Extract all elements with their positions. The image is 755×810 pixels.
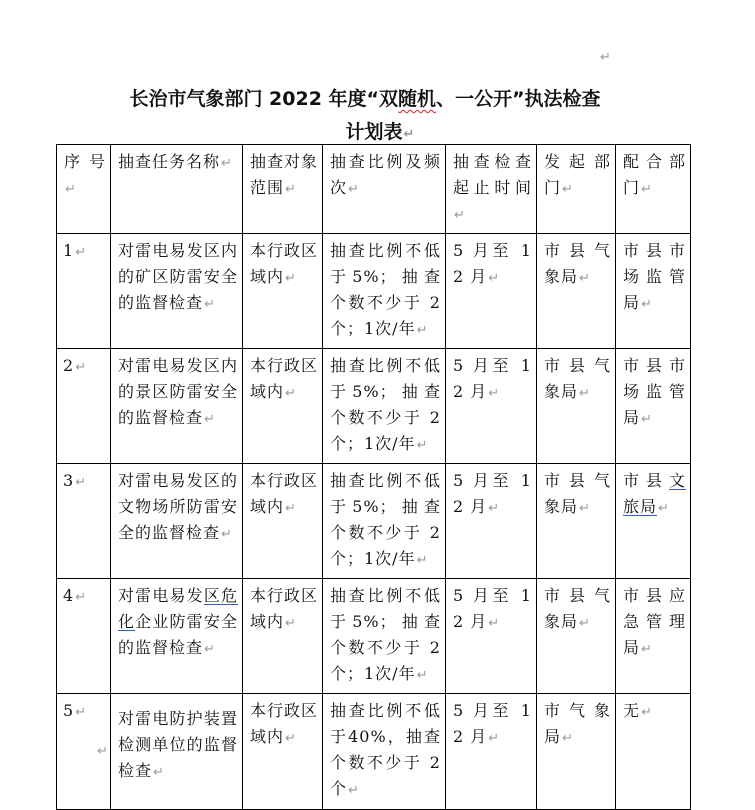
- period-cell: 5 月至 12 月↵: [446, 234, 537, 349]
- scope-cell: 本行政区域内↵: [243, 694, 323, 810]
- row-number-cell: 2↵: [57, 349, 111, 464]
- period-cell: 5 月至 12 月↵: [446, 694, 537, 810]
- header-cell: 配合部门↵: [616, 145, 691, 234]
- initiator-cell: 市气象局↵: [537, 694, 616, 810]
- header-cell: 抽查比例及频次↵: [323, 145, 446, 234]
- paragraph-mark: ↵: [403, 127, 415, 142]
- initiator-cell: 市县气象局↵: [537, 464, 616, 579]
- title-prefix: 长治市气象部门 2022 年度“双: [129, 88, 399, 110]
- header-cell: 抽查对象范围↵: [243, 145, 323, 234]
- grammar-underlined-text: 区危化: [118, 586, 238, 631]
- initiator-cell: 市县气象局↵: [537, 579, 616, 694]
- row-number-cell: 5↵: [57, 694, 111, 810]
- header-cell: 抽查任务名称↵: [111, 145, 243, 234]
- partner-cell: 市县市场监管局↵: [616, 234, 691, 349]
- ratio-cell: 抽查比例不低于5%；抽查个数不少于 2 个；1次/年↵: [323, 464, 446, 579]
- scope-cell: 本行政区域内↵: [243, 579, 323, 694]
- table-row: [57, 579, 691, 694]
- task-name-cell: 对雷电易发区内的景区防雷安全的监督检查↵: [111, 349, 243, 464]
- title-line-2-text: 计划表: [345, 121, 403, 143]
- partner-cell: 市县文旅局↵: [616, 464, 691, 579]
- header-cell: 序号↵: [57, 145, 111, 234]
- paragraph-mark: ↵: [97, 744, 108, 759]
- ratio-cell: 抽查比例不低于5%；抽查个数不少于 2 个；1次/年↵: [323, 234, 446, 349]
- task-name-cell: 对雷电防护装置检测单位的监督检查↵: [111, 694, 243, 810]
- document-title-line-2: [60, 117, 700, 144]
- row-number-cell: 4↵: [57, 579, 111, 694]
- period-cell: 5 月至 12 月↵: [446, 349, 537, 464]
- paragraph-mark: ↵: [600, 50, 611, 65]
- ratio-cell: 抽查比例不低于5%；抽查个数不少于 2 个；1次/年↵: [323, 349, 446, 464]
- scope-cell: 本行政区域内↵: [243, 349, 323, 464]
- table-row: [57, 349, 691, 464]
- task-name-cell: 对雷电易发区的文物场所防雷安全的监督检查↵: [111, 464, 243, 579]
- header-cell: 发起部门↵: [537, 145, 616, 234]
- table-row: [57, 464, 691, 579]
- grammar-underlined-text: 文旅局: [623, 471, 686, 516]
- initiator-cell: 市县气象局↵: [537, 234, 616, 349]
- title-suffix: 、一公开”执法检查: [436, 88, 601, 110]
- period-cell: 5 月至 12 月↵: [446, 579, 537, 694]
- row-number-cell: 1↵: [57, 234, 111, 349]
- document-title-line-1: [45, 84, 685, 111]
- task-name-cell: 对雷电易发区内的矿区防雷安全的监督检查↵: [111, 234, 243, 349]
- period-cell: 5 月至 12 月↵: [446, 464, 537, 579]
- table-header-row: [57, 145, 691, 234]
- header-cell: 抽查检查起止时间↵: [446, 145, 537, 234]
- partner-cell: 市县应急管理局↵: [616, 579, 691, 694]
- table-row: [57, 234, 691, 349]
- scope-cell: 本行政区域内↵: [243, 464, 323, 579]
- task-name-cell: 对雷电易发区危化企业防雷安全的监督检查↵: [111, 579, 243, 694]
- ratio-cell: 抽查比例不低于5%；抽查个数不少于 2 个；1次/年↵: [323, 579, 446, 694]
- table-row: [57, 694, 691, 810]
- partner-cell: 市县市场监管局↵: [616, 349, 691, 464]
- partner-cell: 无↵: [616, 694, 691, 810]
- ratio-cell: 抽查比例不低于40%，抽查个数不少于 2 个↵: [323, 694, 446, 810]
- title-spellcheck-word: 随机: [398, 88, 437, 110]
- scope-cell: 本行政区域内↵: [243, 234, 323, 349]
- inspection-plan-table: [56, 144, 691, 810]
- initiator-cell: 市县气象局↵: [537, 349, 616, 464]
- row-number-cell: 3↵: [57, 464, 111, 579]
